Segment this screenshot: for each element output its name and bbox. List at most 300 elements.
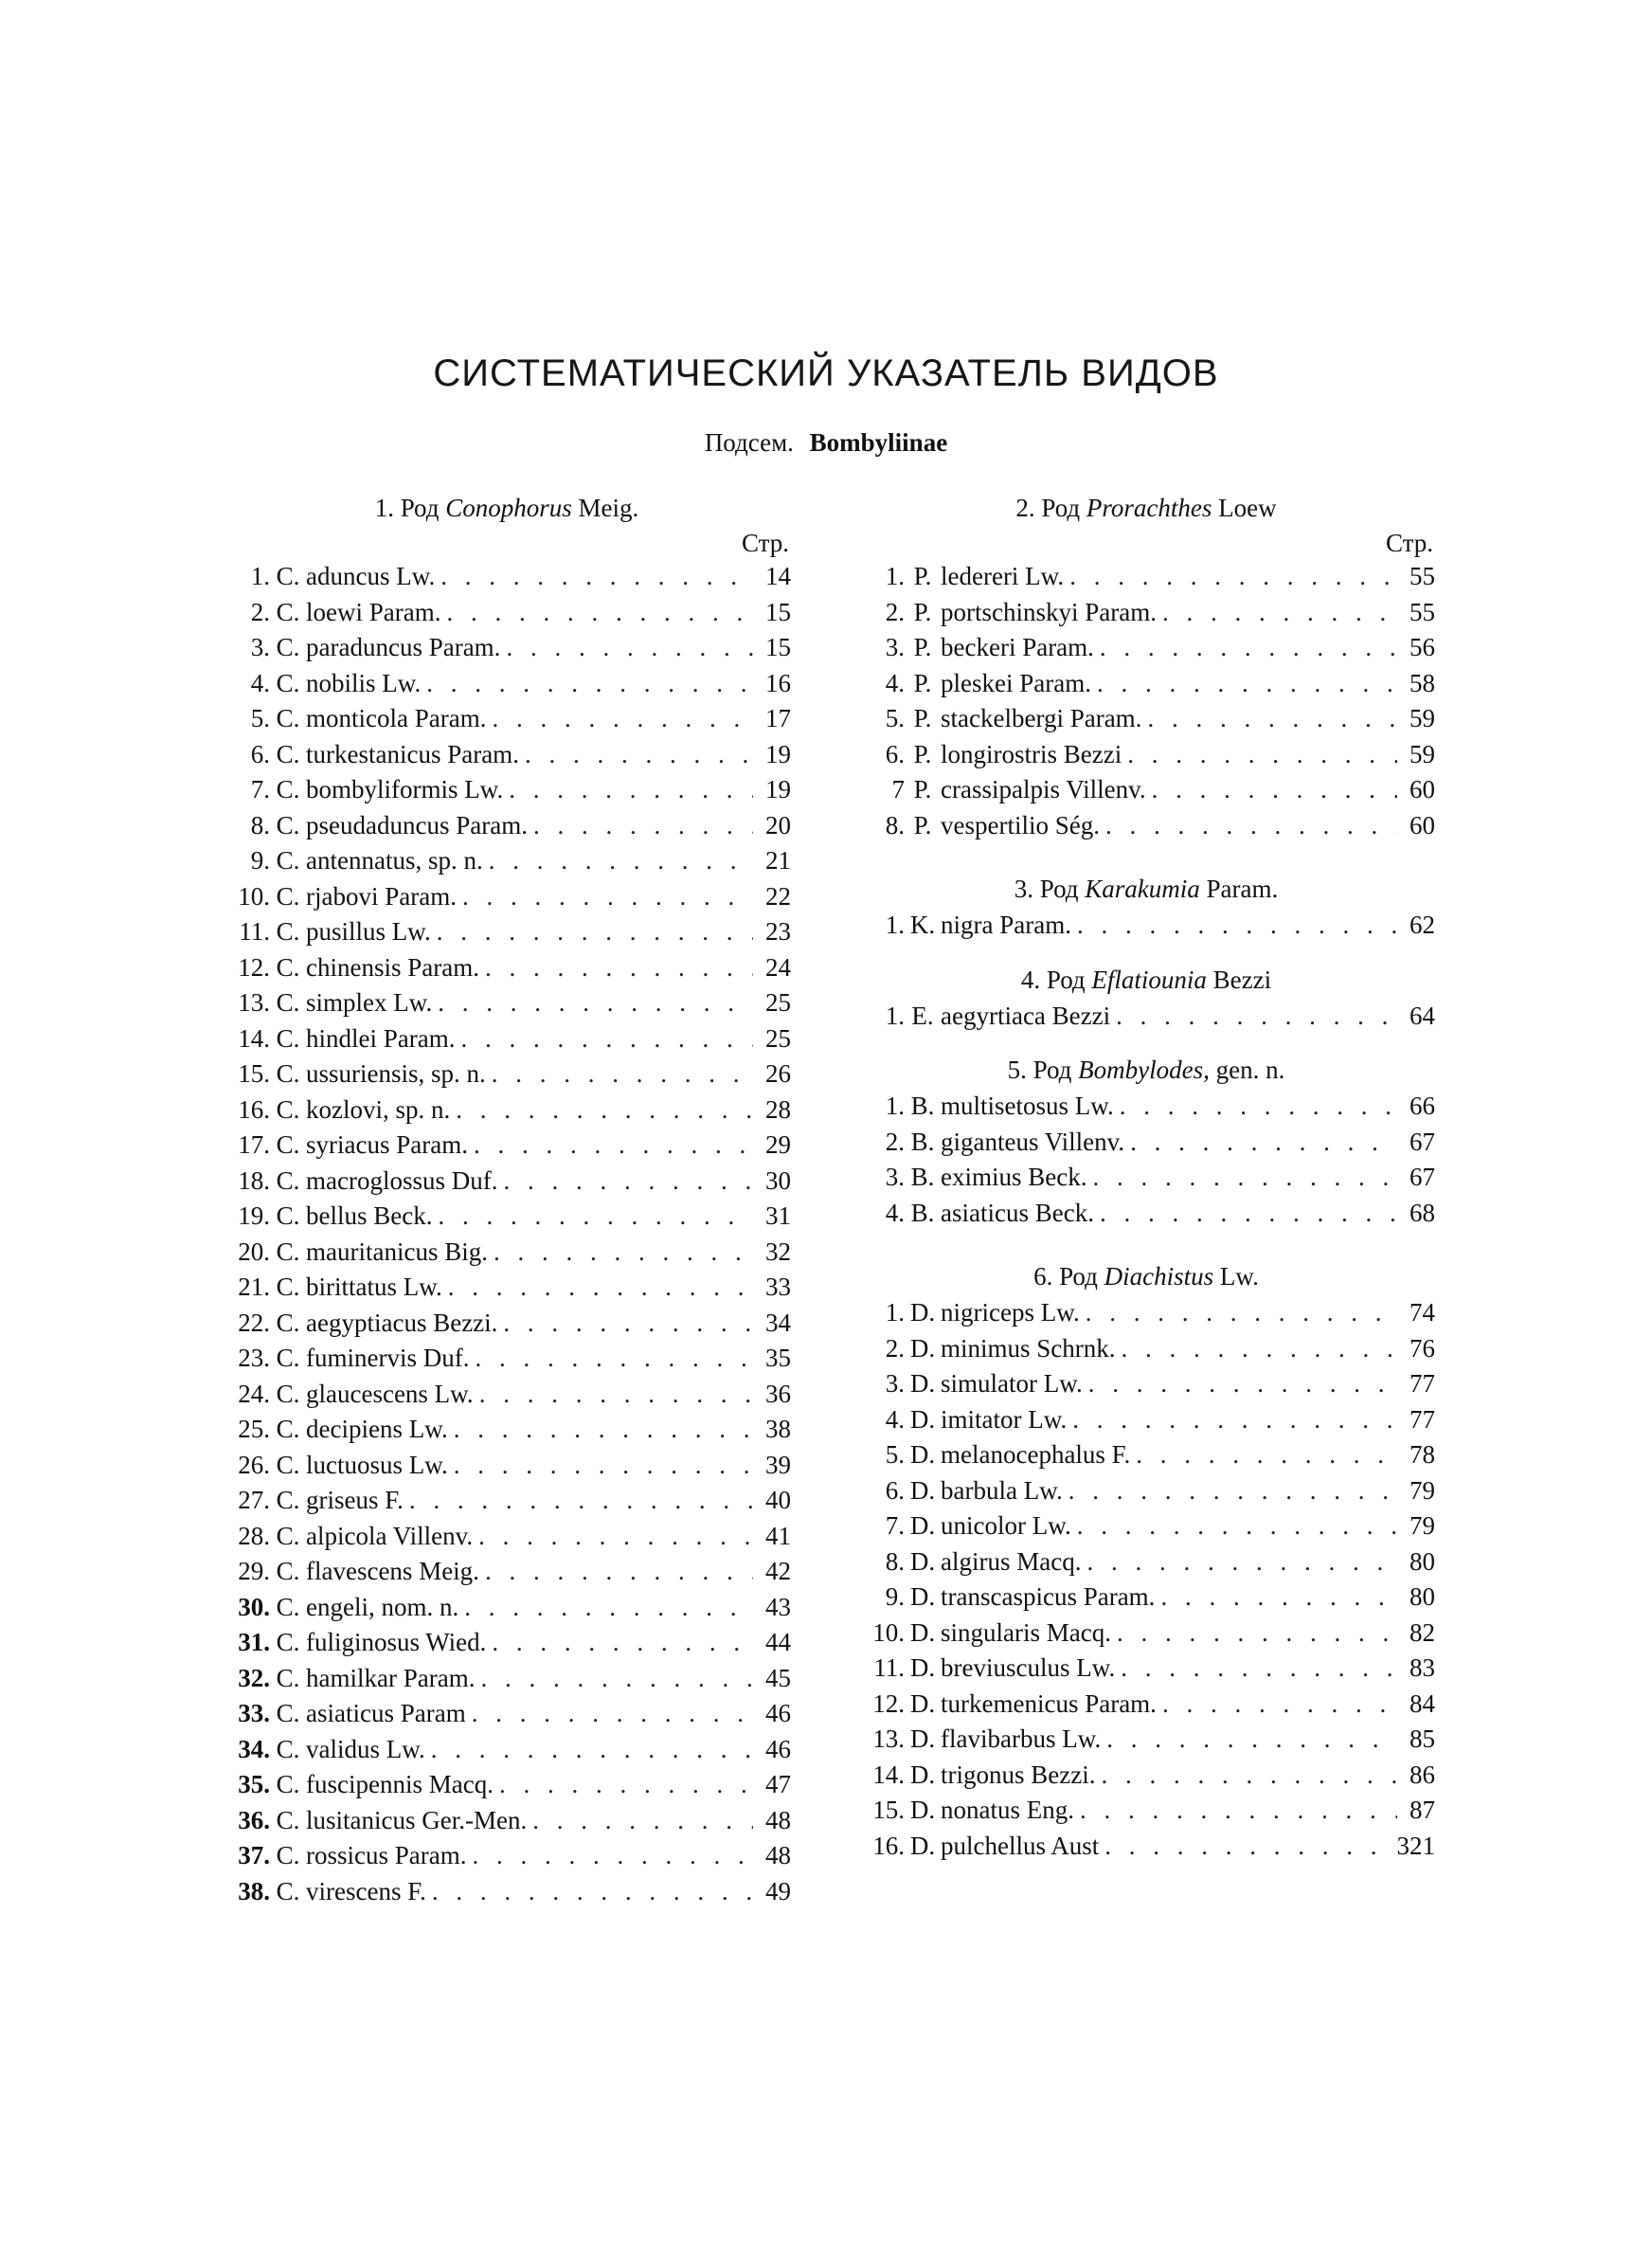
page-number: 60 xyxy=(1410,810,1435,840)
list-item xyxy=(223,843,791,879)
list-item xyxy=(857,1331,1435,1367)
genus-abbreviation: C. xyxy=(276,1592,300,1621)
dot-leader xyxy=(472,1838,753,1874)
dot-leader xyxy=(1130,1125,1397,1161)
species-name: algirus Macq. xyxy=(941,1546,1082,1576)
species-name: kozlovi, sp. n. xyxy=(306,1094,451,1124)
list-item xyxy=(223,1874,791,1910)
dot-leader xyxy=(1121,1651,1397,1687)
page-number: 60 xyxy=(1410,775,1435,803)
list-item xyxy=(223,1021,791,1057)
species-name: eximius Beck. xyxy=(941,1163,1087,1191)
item-number: 16. xyxy=(872,1831,905,1860)
genus-abbreviation: D. xyxy=(909,1333,936,1363)
list-item xyxy=(223,1270,791,1306)
list-item xyxy=(223,1838,791,1874)
section-spacer xyxy=(857,1034,1435,1051)
page-number: 55 xyxy=(1410,562,1435,590)
genus-abbreviation: C. xyxy=(276,1130,300,1159)
dot-leader xyxy=(492,1056,753,1092)
genus-abbreviation: C. xyxy=(276,1734,300,1763)
species-name: nobilis Lw. xyxy=(306,668,422,697)
list-item xyxy=(223,1306,791,1342)
genus-abbreviation: D. xyxy=(909,1796,936,1824)
page-number: 25 xyxy=(765,1023,791,1053)
page-number: 25 xyxy=(765,988,791,1017)
list-item xyxy=(223,1803,791,1839)
species-name: bombyliformis Lw. xyxy=(306,775,504,803)
list-item xyxy=(223,879,791,915)
species-name: turkestanicus Param. xyxy=(306,739,519,768)
species-name: flavescens Meig. xyxy=(306,1557,479,1585)
item-number: 27. xyxy=(238,1486,270,1514)
genus-heading xyxy=(223,489,791,527)
page-number: 47 xyxy=(765,1770,791,1798)
genus-abbreviation: C. xyxy=(276,1023,300,1053)
page-number: 80 xyxy=(1410,1546,1435,1576)
dot-leader xyxy=(1077,908,1397,944)
genus-abbreviation: C. xyxy=(276,1557,300,1585)
section-spacer xyxy=(857,1231,1435,1257)
species-name: paraduncus Param. xyxy=(306,633,501,661)
page-number: 56 xyxy=(1410,633,1435,661)
species-name: multisetosus Lw. xyxy=(941,1092,1114,1120)
genus-abbreviation: K. xyxy=(909,911,936,939)
list-item xyxy=(857,701,1435,737)
genus-abbreviation: C. xyxy=(276,1628,300,1656)
species-name: chinensis Param. xyxy=(306,952,479,982)
item-number: 23. xyxy=(238,1344,270,1372)
page-number: 19 xyxy=(765,739,791,768)
list-item xyxy=(223,559,791,595)
genus-abbreviation: D. xyxy=(909,1724,936,1753)
species-name: macroglossus Duf. xyxy=(306,1165,498,1195)
item-number: 9. xyxy=(250,846,270,875)
left-column xyxy=(223,489,791,1909)
list-item xyxy=(857,1437,1435,1473)
dot-leader xyxy=(460,1021,753,1057)
genus-prefix: 4. Род xyxy=(1020,965,1086,994)
genus-abbreviation: D. xyxy=(909,1440,936,1469)
genus-abbreviation: P. xyxy=(913,562,932,590)
page-number: 23 xyxy=(765,917,791,946)
page-number: 21 xyxy=(765,846,791,875)
dot-leader xyxy=(1160,1580,1397,1616)
list-item xyxy=(223,666,791,702)
list-item xyxy=(857,1793,1435,1829)
item-number: 7. xyxy=(250,775,270,803)
list-item xyxy=(857,908,1435,944)
item-number: 16. xyxy=(238,1094,270,1124)
genus-abbreviation: P. xyxy=(913,775,932,803)
genus-abbreviation: C. xyxy=(276,1770,300,1798)
page-number: 35 xyxy=(765,1344,791,1372)
genus-abbreviation: C. xyxy=(276,952,300,982)
item-number: 36. xyxy=(238,1805,270,1834)
page-number: 74 xyxy=(1410,1298,1435,1327)
genus-abbreviation: B. xyxy=(910,1198,935,1227)
item-number: 1. xyxy=(250,562,270,590)
item-number: 17. xyxy=(238,1130,270,1159)
page-number: 77 xyxy=(1410,1369,1435,1398)
species-name: fuminervis Duf. xyxy=(306,1344,470,1372)
species-name: syriacus Param. xyxy=(306,1130,468,1159)
genus-abbreviation: C. xyxy=(276,1805,300,1834)
page-number: 55 xyxy=(1410,597,1435,626)
page-number: 44 xyxy=(765,1628,791,1656)
page-number: 19 xyxy=(765,775,791,803)
species-name: glaucescens Lw. xyxy=(306,1379,474,1408)
page-number: 26 xyxy=(765,1059,791,1088)
item-number: 1. xyxy=(885,911,905,939)
genus-abbreviation: C. xyxy=(276,881,300,911)
page-number: 15 xyxy=(765,597,791,626)
page-number: 62 xyxy=(1410,911,1435,939)
list-item xyxy=(223,772,791,808)
list-item xyxy=(223,595,791,631)
dot-leader xyxy=(456,1092,753,1128)
page-number: 15 xyxy=(765,633,791,661)
genus-name: Diachistus xyxy=(1104,1262,1214,1291)
dot-leader xyxy=(475,1341,753,1377)
item-number: 4. xyxy=(885,1404,905,1434)
genus-abbreviation: C. xyxy=(276,1094,300,1124)
dot-leader xyxy=(472,1696,753,1732)
genus-abbreviation: D. xyxy=(909,1475,936,1505)
dot-leader xyxy=(1068,1473,1397,1509)
dot-leader xyxy=(1086,1295,1397,1331)
page-number: 77 xyxy=(1410,1404,1435,1434)
dot-leader xyxy=(506,630,753,666)
page-number: 36 xyxy=(765,1379,791,1408)
species-name: beckeri Param. xyxy=(941,633,1094,661)
genus-abbreviation: P. xyxy=(913,704,932,732)
species-name: griseus F. xyxy=(306,1486,404,1514)
item-number: 10. xyxy=(872,1617,905,1647)
dot-leader xyxy=(462,879,753,915)
subfamily-name: Bombyliinae xyxy=(809,428,948,457)
list-item xyxy=(857,1473,1435,1509)
list-item xyxy=(223,1767,791,1803)
list-item xyxy=(223,630,791,666)
page-number: 16 xyxy=(765,668,791,697)
item-number: 2. xyxy=(885,1333,905,1363)
dot-leader xyxy=(1101,1758,1397,1794)
genus-name: Eflatiounia xyxy=(1091,965,1207,994)
list-item xyxy=(857,808,1435,844)
genus-name: Bombylodes, xyxy=(1078,1056,1210,1084)
page-number: 87 xyxy=(1410,1796,1435,1824)
list-item xyxy=(857,1616,1435,1652)
genus-abbreviation: P. xyxy=(913,739,932,768)
item-number: 6. xyxy=(250,739,270,768)
list-item xyxy=(223,737,791,773)
genus-abbreviation: C. xyxy=(276,668,300,697)
species-name: virescens F. xyxy=(306,1876,426,1905)
page-number: 84 xyxy=(1410,1688,1435,1718)
page-number: 79 xyxy=(1410,1475,1435,1505)
item-number: 3. xyxy=(885,1369,905,1398)
item-number: 32. xyxy=(238,1663,270,1692)
page-column-label: Стр. xyxy=(741,529,789,557)
page-number: 40 xyxy=(765,1486,791,1514)
species-name: imitator Lw. xyxy=(941,1404,1068,1434)
dot-leader xyxy=(440,559,753,595)
species-name: aegyptiacus Bezzi. xyxy=(306,1308,498,1337)
dot-leader xyxy=(485,1554,753,1590)
genus-abbreviation: B. xyxy=(910,1163,935,1191)
item-number: 2. xyxy=(885,1127,905,1156)
dot-leader xyxy=(464,1590,753,1626)
genus-author: gen. n. xyxy=(1215,1056,1285,1084)
species-name: vespertilio Ség. xyxy=(941,810,1100,840)
genus-abbreviation: C. xyxy=(276,775,300,803)
genus-abbreviation: C. xyxy=(276,846,300,875)
genus-abbreviation: D. xyxy=(909,1369,936,1398)
page-number: 41 xyxy=(765,1521,791,1550)
genus-heading xyxy=(857,1257,1435,1295)
page-number: 39 xyxy=(765,1450,791,1479)
page-number: 64 xyxy=(1410,1001,1435,1030)
genus-heading xyxy=(857,961,1435,999)
species-name: antennatus, sp. n. xyxy=(306,846,483,875)
item-number: 35. xyxy=(238,1770,270,1798)
list-item xyxy=(223,1661,791,1697)
dot-leader xyxy=(509,772,753,808)
genus-abbreviation: P. xyxy=(913,633,932,661)
list-item xyxy=(857,737,1435,773)
species-name: rossicus Param. xyxy=(306,1841,467,1869)
dot-leader xyxy=(494,1235,753,1271)
genus-abbreviation: C. xyxy=(276,1237,300,1266)
item-number: 10. xyxy=(238,881,270,911)
genus-abbreviation: D. xyxy=(909,1688,936,1718)
dot-leader xyxy=(1147,701,1397,737)
item-number: 8. xyxy=(250,810,270,840)
species-name: ussuriensis, sp. n. xyxy=(306,1059,486,1088)
dot-leader xyxy=(1069,559,1397,595)
page-number: 46 xyxy=(765,1734,791,1763)
list-item xyxy=(857,1580,1435,1616)
species-name: simulator Lw. xyxy=(941,1369,1083,1398)
genus-abbreviation: D. xyxy=(909,1582,936,1611)
page-number: 85 xyxy=(1410,1724,1435,1753)
species-name: nonatus Eng. xyxy=(941,1796,1074,1824)
dot-leader xyxy=(474,1128,753,1164)
item-number: 9. xyxy=(885,1582,905,1611)
item-number: 29. xyxy=(238,1557,270,1585)
species-name: loewi Param. xyxy=(306,597,441,626)
page-number: 78 xyxy=(1410,1440,1435,1469)
dot-leader xyxy=(499,1767,753,1803)
genus-author: Bezzi xyxy=(1212,965,1272,994)
page-number: 29 xyxy=(765,1130,791,1159)
species-name: flavibarbus Lw. xyxy=(941,1724,1102,1753)
species-name: stackelbergi Param. xyxy=(941,704,1142,732)
species-name: hindlei Param. xyxy=(306,1023,456,1053)
genus-abbreviation: C. xyxy=(276,1450,300,1479)
dot-leader xyxy=(1152,772,1397,808)
dot-leader xyxy=(454,1412,753,1448)
genus-abbreviation: C. xyxy=(276,1486,300,1514)
species-name: aegyrtiaca Bezzi xyxy=(941,1001,1111,1030)
item-number: 37. xyxy=(238,1841,270,1869)
list-item xyxy=(857,1508,1435,1544)
item-number: 22. xyxy=(238,1308,270,1337)
dot-leader xyxy=(492,701,753,737)
genus-abbreviation: P. xyxy=(913,668,932,697)
genus-abbreviation: C. xyxy=(276,1841,300,1869)
item-number: 14. xyxy=(872,1760,905,1789)
species-name: singularis Macq. xyxy=(941,1617,1111,1647)
dot-leader xyxy=(1122,1331,1397,1367)
dot-leader xyxy=(533,808,753,844)
section-spacer xyxy=(857,944,1435,961)
item-number: 20. xyxy=(238,1237,270,1266)
list-item xyxy=(857,772,1435,808)
page-number: 86 xyxy=(1410,1760,1435,1789)
genus-abbreviation: D. xyxy=(909,1546,936,1576)
genus-name: Prorachthes xyxy=(1086,494,1212,522)
dot-leader xyxy=(1077,1508,1397,1544)
dot-leader xyxy=(1162,595,1397,631)
genus-abbreviation: C. xyxy=(276,1059,300,1088)
list-item xyxy=(223,1519,791,1555)
dot-leader xyxy=(1080,1793,1397,1829)
page-number: 34 xyxy=(765,1308,791,1337)
list-item xyxy=(223,1235,791,1271)
species-name: transcaspicus Param. xyxy=(941,1582,1156,1611)
page-number: 31 xyxy=(765,1201,791,1230)
genus-prefix: 1. Род xyxy=(374,494,440,522)
dot-leader xyxy=(1104,1829,1391,1865)
item-number: 4. xyxy=(885,1198,905,1227)
dot-leader xyxy=(480,1661,753,1697)
item-number: 26. xyxy=(238,1450,270,1479)
genus-prefix: 6. Род xyxy=(1033,1262,1098,1291)
genus-abbreviation: C. xyxy=(276,1201,300,1230)
species-name: trigonus Bezzi. xyxy=(941,1760,1096,1789)
item-number: 19. xyxy=(238,1201,270,1230)
item-number: 6. xyxy=(885,739,905,768)
list-item xyxy=(223,808,791,844)
list-item xyxy=(857,1829,1435,1865)
species-name: pusillus Lw. xyxy=(306,917,431,946)
dot-leader xyxy=(485,950,753,986)
genus-abbreviation: C. xyxy=(276,704,300,732)
species-name: melanocephalus F. xyxy=(941,1440,1131,1469)
page-number: 46 xyxy=(765,1699,791,1727)
species-name: crassipalpis Villenv. xyxy=(941,775,1146,803)
species-name: hamilkar Param. xyxy=(306,1663,476,1692)
item-number: 30. xyxy=(238,1592,270,1621)
genus-heading xyxy=(857,1051,1435,1089)
species-name: lusitanicus Ger.-Men. xyxy=(306,1805,528,1834)
item-number: 1. xyxy=(885,562,905,590)
list-item xyxy=(857,1722,1435,1758)
item-number: 33. xyxy=(238,1699,270,1727)
page-number: 49 xyxy=(765,1876,791,1905)
genus-abbreviation: C. xyxy=(276,633,300,661)
species-name: birittatus Lw. xyxy=(306,1273,442,1301)
genus-abbreviation: B. xyxy=(910,1092,935,1120)
genus-abbreviation: C. xyxy=(276,739,300,768)
dot-leader xyxy=(438,1199,753,1235)
list-item xyxy=(857,1125,1435,1161)
page-number: 32 xyxy=(765,1237,791,1266)
list-item xyxy=(857,559,1435,595)
species-name: decipiens Lw. xyxy=(306,1415,448,1443)
right-column xyxy=(857,489,1435,1864)
item-number: 18. xyxy=(238,1165,270,1195)
item-number: 38. xyxy=(238,1876,270,1905)
dot-leader xyxy=(1086,1544,1397,1580)
item-number: 13. xyxy=(872,1724,905,1753)
genus-abbreviation: C. xyxy=(276,988,300,1017)
dot-leader xyxy=(1092,1160,1397,1196)
list-item xyxy=(223,1377,791,1413)
dot-leader xyxy=(1072,1402,1397,1438)
item-number: 5. xyxy=(885,704,905,732)
page-number: 45 xyxy=(765,1663,791,1692)
dot-leader xyxy=(1120,1089,1397,1125)
genus-abbreviation: C. xyxy=(276,1415,300,1443)
list-item xyxy=(857,666,1435,702)
genus-abbreviation: C. xyxy=(276,1273,300,1301)
species-name: luctuosus Lw. xyxy=(306,1450,448,1479)
dot-leader xyxy=(438,985,753,1021)
page-number: 30 xyxy=(765,1165,791,1195)
list-item xyxy=(857,1089,1435,1125)
item-number: 14. xyxy=(238,1023,270,1053)
species-name: asiaticus Beck. xyxy=(941,1198,1094,1227)
item-number: 2. xyxy=(250,597,270,626)
page-number: 82 xyxy=(1410,1617,1435,1647)
species-name: pseudaduncus Param. xyxy=(306,810,528,840)
genus-abbreviation: P. xyxy=(913,597,932,626)
list-item xyxy=(857,1687,1435,1723)
list-item xyxy=(857,1758,1435,1794)
item-number: 7. xyxy=(885,1511,905,1540)
species-name: pleskei Param. xyxy=(941,668,1091,697)
dot-leader xyxy=(1116,999,1397,1035)
page-number: 14 xyxy=(765,562,791,590)
species-name: engeli, nom. n. xyxy=(306,1592,459,1621)
list-item xyxy=(223,985,791,1021)
dot-leader xyxy=(503,1164,753,1200)
genus-author: Loew xyxy=(1218,494,1277,522)
species-name: asiaticus Param xyxy=(306,1699,466,1727)
dot-leader xyxy=(446,595,753,631)
dot-leader xyxy=(1162,1687,1397,1723)
list-item xyxy=(857,630,1435,666)
list-item xyxy=(223,1732,791,1768)
dot-leader xyxy=(503,1306,753,1342)
item-number: 15. xyxy=(872,1796,905,1824)
genus-abbreviation: C. xyxy=(276,1165,300,1195)
page-number: 33 xyxy=(765,1273,791,1301)
page-number: 28 xyxy=(765,1094,791,1124)
page-number: 48 xyxy=(765,1805,791,1834)
item-number: 13. xyxy=(238,988,270,1017)
item-number: 11. xyxy=(239,917,270,946)
page-number: 58 xyxy=(1410,668,1435,697)
genus-abbreviation: C. xyxy=(276,917,300,946)
dot-leader xyxy=(437,914,753,950)
genus-prefix: 3. Род xyxy=(1014,875,1079,903)
list-item xyxy=(223,1554,791,1590)
dot-leader xyxy=(1097,666,1397,702)
